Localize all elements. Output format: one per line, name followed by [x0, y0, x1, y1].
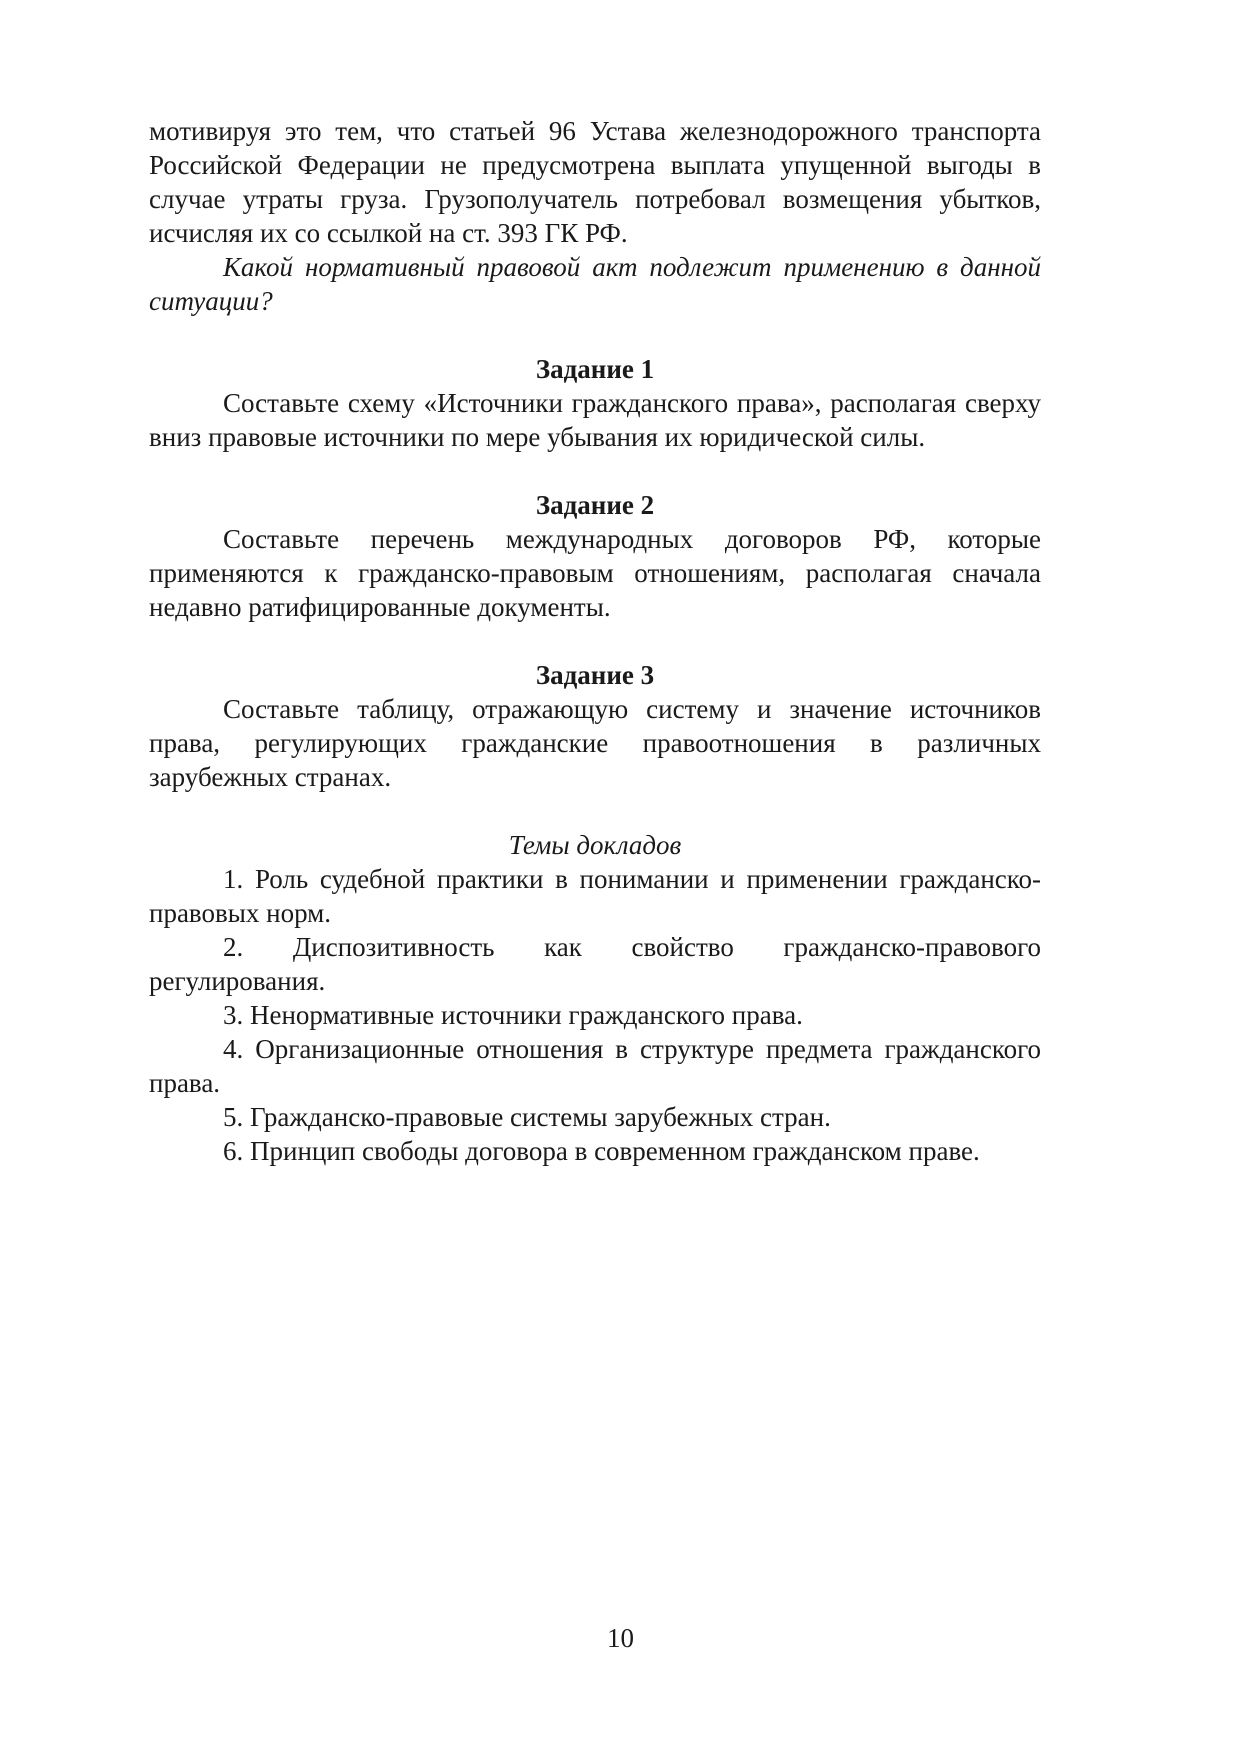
report-topics-title: Темы докладов [508, 830, 682, 860]
document-page [149, 114, 1041, 1168]
task-3-title: Задание 3 [535, 660, 655, 690]
case-question: Какой нормативный правовой акт подлежит применению в данной ситуации? [149, 252, 1041, 316]
page-number: 10 [607, 1623, 634, 1653]
task-1-title: Задание 1 [535, 354, 655, 384]
report-topic-item: 6. Принцип свободы договора в современном гражданском праве. [223, 1136, 980, 1166]
task-2-title: Задание 2 [535, 490, 655, 520]
task-2-text: Составьте перечень международных договоров РФ, которые применяются к гражданско-правовым отношениям, располагая сначала недавно ратифицированные документы. [149, 524, 1041, 622]
report-topic-item: 3. Ненормативные источники гражданского права. [223, 1000, 803, 1030]
report-topic-item: 2. Диспозитивность как свойство гражданско-правового регулирования. [149, 932, 1041, 996]
report-topic-item: 4. Организационные отношения в структуре предмета гражданского права. [149, 1034, 1041, 1098]
report-topic-item: 1. Роль судебной практики в понимании и применении гражданско-правовых норм. [149, 864, 1041, 928]
task-1-text: Составьте схему «Источники гражданского права», располагая сверху вниз правовые источники по мере убывания их юридической силы. [149, 388, 1041, 452]
intro-paragraph: мотивируя это тем, что статьей 96 Устава железнодорожного транспорта Российской Федерации не предусмотрена выплата упущенной выгоды в случае утраты груза. Грузополучатель потребовал возмещения убытков, исчисляя их со ссылкой на ст. 393 ГК РФ. [149, 116, 1041, 248]
task-3-text: Составьте таблицу, отражающую систему и значение источников права, регулирующих гражданские правоотношения в различных зарубежных странах. [149, 694, 1041, 792]
report-topic-item: 5. Гражданско-правовые системы зарубежных стран. [223, 1102, 831, 1132]
